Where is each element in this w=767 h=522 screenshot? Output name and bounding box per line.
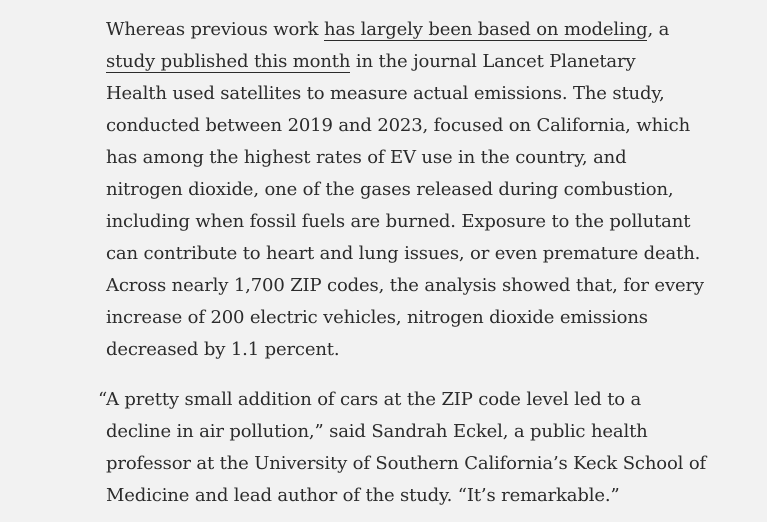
text-line <box>106 14 726 46</box>
open-quote-mark: “ <box>98 389 108 410</box>
text-line: decreased by 1.1 percent. <box>106 339 340 360</box>
text-line <box>106 46 726 78</box>
quote-paragraph <box>98 384 726 512</box>
text-line: has among the highest rates of EV use in the country, and <box>106 147 627 168</box>
text-line: professor at the University of Southern California’s Keck School of <box>106 453 707 474</box>
text-line: increase of 200 electric vehicles, nitrogen dioxide emissions <box>106 307 648 328</box>
text-line: Across nearly 1,700 ZIP codes, the analysis showed that, for every <box>106 275 704 296</box>
text-line: conducted between 2019 and 2023, focused on California, which <box>106 115 691 136</box>
text-line: Health used satellites to measure actual emissions. The study, <box>106 83 665 104</box>
study-link[interactable]: study published this month <box>106 51 351 72</box>
text-line: Medicine and lead author of the study. “It’s remarkable.” <box>106 485 620 506</box>
text-line: can contribute to heart and lung issues, or even premature death. <box>106 243 701 264</box>
article-paragraph <box>106 14 726 366</box>
text-line: A pretty small addition of cars at the ZIP code level led to a <box>106 389 642 410</box>
text-line: decline in air pollution,” said Sandrah Eckel, a public health <box>106 421 648 442</box>
text-line: including when fossil fuels are burned. Exposure to the pollutant <box>106 211 691 232</box>
modeling-link[interactable]: has largely been based on modeling <box>323 19 648 40</box>
text-segment: Whereas previous work <box>106 19 324 40</box>
article-body <box>98 14 726 512</box>
text-segment: , a <box>647 19 670 40</box>
text-segment: in the journal Lancet Planetary <box>350 51 636 72</box>
text-line: nitrogen dioxide, one of the gases released during combustion, <box>106 179 674 200</box>
